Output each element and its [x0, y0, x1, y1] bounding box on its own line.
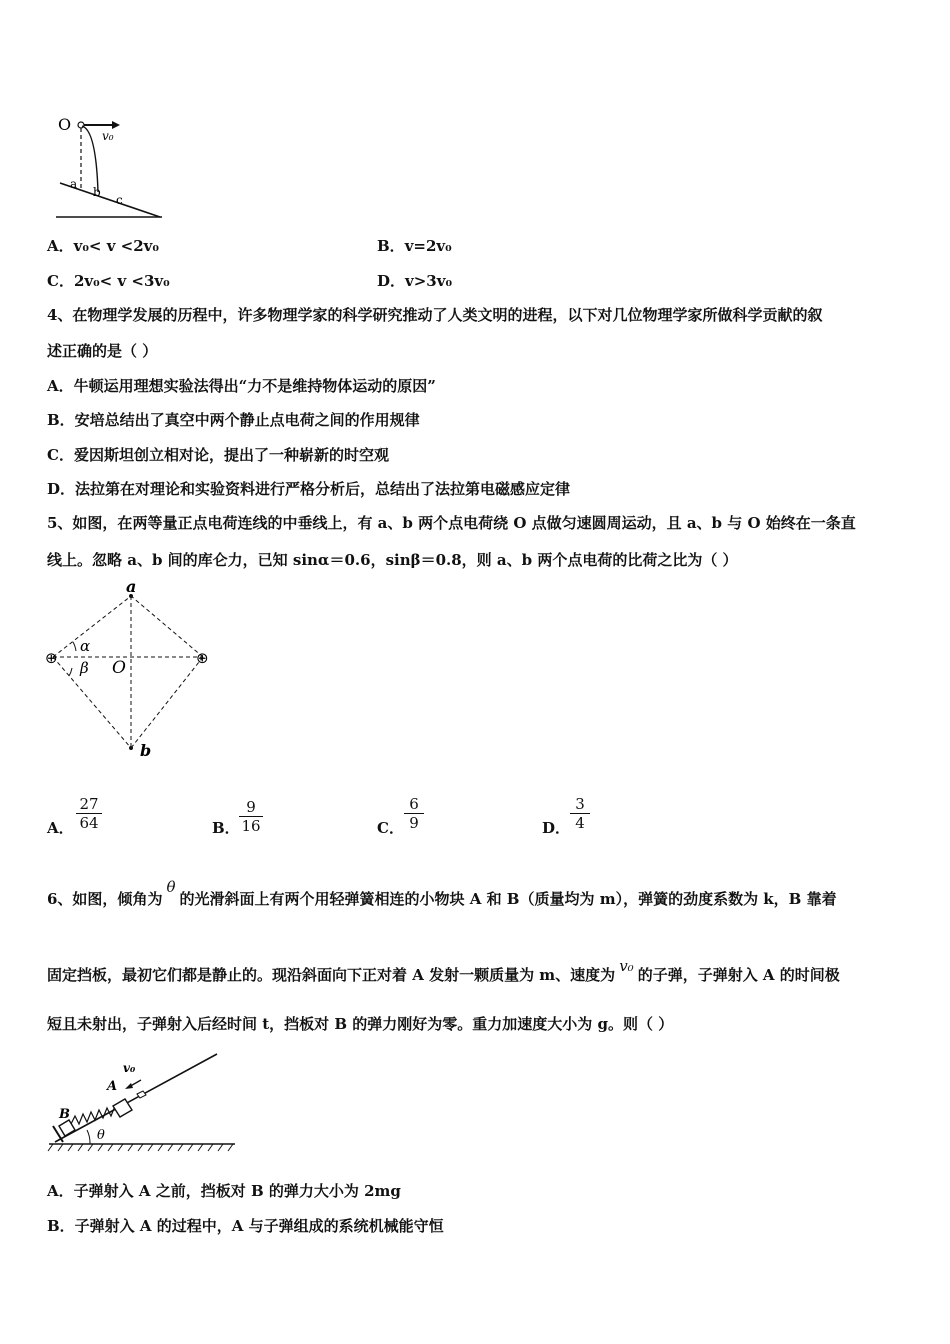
q5-option-d-numerator: 3 — [570, 795, 590, 814]
q4-option-d: D．法拉第在对理论和实验资料进行严格分析后，总结出了法拉第电磁感应定律 — [47, 480, 571, 498]
q5-option-c-numerator: 6 — [404, 795, 424, 814]
q5-option-b-fraction — [239, 798, 263, 835]
q6-option-b: B．子弹射入 A 的过程中，A 与子弹组成的系统机械能守恒 — [47, 1217, 444, 1235]
q6-option-a: A．子弹射入 A 之前，挡板对 B 的弹力大小为 2mg — [47, 1182, 401, 1200]
q6-stem-line2: 固定挡板，最初它们都是静止的。现沿斜面向下正对着 A 发射一颗质量为 m、速度为 v₀ 的子弹，子弹射入 A 的时间极 — [47, 957, 840, 984]
q3-option-a: A．v₀< v <2v₀ — [47, 237, 159, 255]
q4-stem-line1: 4、在物理学发展的历程中，许多物理学家的科学研究推动了人类文明的进程，以下对几位物理学家所做科学贡献的叙 — [47, 306, 823, 324]
q6-stem-line1: 6、如图，倾角为θ的光滑斜面上有两个用轻弹簧相连的小物块 A 和 B（质量均为 m），弹簧的劲度系数为 k，B 靠着 — [47, 878, 837, 908]
q4-option-c: C．爱因斯坦创立相对论，提出了一种崭新的时空观 — [47, 446, 389, 464]
q5-option-c-denominator: 9 — [409, 814, 419, 832]
q5-line-right-b — [131, 657, 203, 748]
q5-option-c-fraction — [404, 795, 424, 832]
q4-stem-line2: 述正确的是（ ） — [47, 342, 158, 360]
q5-alpha-label: α — [80, 637, 91, 655]
q5-o-label: O — [112, 658, 126, 678]
q3-a-label: a — [70, 177, 78, 191]
q6-stem-line3: 短且未射出，子弹射入后经时间 t，挡板对 B 的弹力刚好为零。重力加速度大小为 g。则（ ） — [47, 1015, 674, 1033]
q6-theta-symbol: θ — [166, 878, 176, 896]
q5-left-charge: ⊕ — [45, 649, 58, 667]
q5-beta-label: β — [80, 659, 89, 677]
q5-option-a-fraction — [76, 795, 102, 832]
q5-b-label: b — [140, 741, 152, 760]
q5-option-a-numerator: 27 — [76, 795, 102, 814]
q5-line-right-a — [131, 596, 203, 657]
q5-option-d-letter: D． — [542, 819, 571, 837]
q5-option-b-denominator: 16 — [241, 817, 261, 835]
q5-option-b-numerator: 9 — [239, 798, 263, 817]
q5-option-c-letter: C． — [377, 819, 404, 837]
q5-point-b — [129, 746, 133, 750]
q5-stem-line2: 线上。忽略 a、b 间的库仑力，已知 sinα＝0.6，sinβ＝0.8，则 a、b 两个点电荷的比荷之比为（ ） — [47, 551, 738, 569]
q4-option-b: B．安培总结出了真空中两个静止点电荷之间的作用规律 — [47, 411, 420, 429]
q5-stem-line1: 5、如图，在两等量正点电荷连线的中垂线上，有 a、b 两个点电荷绕 O 点做匀速圆周运动，且 a、b 与 O 始终在一条直 — [47, 514, 856, 532]
q4-option-a: A．牛顿运用理想实验法得出“力不是维持物体运动的原因” — [47, 377, 436, 395]
q5-option-a-letter: A． — [47, 819, 74, 837]
q5-option-b-letter: B． — [212, 819, 240, 837]
q5-beta-arc — [69, 668, 72, 676]
q6-a-label: A — [107, 1079, 118, 1094]
q3-b-label: b — [93, 185, 101, 199]
q6-incline — [55, 1054, 217, 1142]
q5-right-charge: ⊕ — [196, 649, 209, 667]
q5-a-label: a — [126, 578, 137, 596]
q5-option-d-fraction — [570, 795, 590, 832]
q3-v0-label: v₀ — [102, 129, 114, 143]
q6-ground-hatch — [48, 1144, 233, 1151]
q5-option-d-denominator: 4 — [575, 814, 585, 832]
q3-c-label: c — [116, 193, 123, 207]
q5-option-a-denominator: 64 — [79, 814, 99, 832]
q3-velocity-arrowhead — [112, 121, 120, 129]
q5-line-left-a — [53, 596, 131, 657]
q3-option-d: D．v>3v₀ — [377, 272, 453, 290]
q6-theta-label: θ — [97, 1128, 105, 1143]
q3-option-b: B．v=2v₀ — [377, 237, 452, 255]
q3-trajectory — [82, 126, 98, 192]
q6-velocity-arrowhead — [125, 1083, 133, 1089]
q5-charges-figure — [40, 578, 230, 768]
q6-theta-arc — [87, 1130, 90, 1144]
q6-v0-label: v₀ — [123, 1061, 136, 1075]
q6-incline-figure — [45, 1050, 240, 1155]
q6-block-b — [59, 1120, 75, 1136]
q6-v0-symbol: v₀ — [619, 957, 634, 975]
q5-alpha-arc — [73, 642, 76, 651]
q3-option-c: C．2v₀< v <3v₀ — [47, 272, 170, 290]
q3-o-label: O — [58, 115, 72, 134]
q6-b-label: B — [59, 1107, 70, 1122]
q3-projectile-figure — [52, 110, 172, 225]
